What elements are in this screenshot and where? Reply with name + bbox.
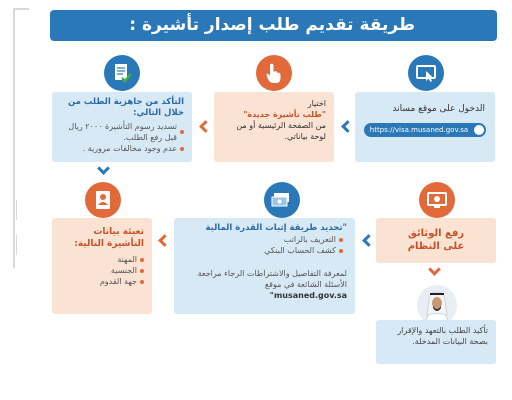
step6-bullet-text: المهنة: [117, 255, 137, 264]
bullet-dot: [339, 249, 343, 253]
document-check-icon: [104, 55, 140, 91]
step6-bullet: [60, 276, 144, 287]
decorative-bracket: [13, 8, 29, 268]
musaned-url-link[interactable]: https://visa.musaned.gov.sa: [364, 123, 484, 137]
step4-card: [376, 218, 496, 263]
step7-card: [376, 320, 496, 364]
step5-bullet-text: التعريف بالراتب: [283, 235, 336, 244]
upload-gear-icon: [419, 182, 455, 218]
bullet-dot: [180, 130, 184, 134]
hand-pointer-icon: [256, 55, 292, 91]
step4-title: رفع الوثائق على النظام: [407, 228, 465, 252]
step2-line4: لوحة بياناتي.: [284, 132, 326, 141]
decorative-tick: [16, 235, 17, 255]
step5-note-url[interactable]: musaned.gov.sa": [269, 291, 347, 300]
step3-bullet-text: تسديد رسوم التأشيرة ٢٠٠٠ ريال قبل رفع الطلب.: [68, 122, 177, 142]
user-card-icon: [85, 182, 121, 218]
step6-bullet: [60, 254, 144, 265]
step3-bullet-text: عدم وجود مخالفات مرورية .: [82, 144, 177, 153]
step6-bullet-text: جهة القدوم: [99, 277, 137, 286]
bullet-dot: [140, 280, 144, 284]
saudi-man-icon: [417, 285, 457, 325]
step2-card: [214, 92, 334, 162]
step2-line1: اختيار: [307, 99, 326, 108]
money-bills-icon: [264, 182, 300, 218]
step6-bullet-text: الجنسية: [110, 266, 137, 275]
arrow-left-icon: [341, 120, 354, 133]
step7-text: تأكيد الطلب بالتعهد والإقرار بصحة البيانات المدخلة.: [397, 326, 488, 346]
step5-bullet: [182, 234, 343, 245]
arrow-down-icon: [97, 162, 110, 175]
step1-text: الدخول على موقع مساند: [392, 104, 485, 114]
step3-bullet: [60, 121, 184, 143]
step5-bullet-text: كشف الحساب البنكي: [264, 246, 336, 255]
bullet-dot: [339, 238, 343, 242]
arrow-down-icon: [428, 263, 441, 276]
step2-highlight: "طلب تأشيرة جديدة": [243, 110, 326, 119]
step6-card: [52, 218, 152, 314]
arrow-left-icon: [362, 234, 375, 247]
arrow-left-icon: [199, 120, 212, 133]
step6-bullet: [60, 265, 144, 276]
bullet-dot: [140, 269, 144, 273]
search-icon: [472, 123, 486, 137]
step3-bullet: [60, 143, 184, 154]
step6-title: تعبئة بيانات التأشيرة التالية:: [74, 227, 144, 249]
bullet-dot: [140, 258, 144, 262]
step2-line3: من الصفحة الرئيسية أو من: [236, 121, 326, 130]
page-title: طريقة تقديم طلب إصدار تأشيرة :: [50, 10, 497, 41]
step5-bullet: [182, 245, 343, 256]
step5-title: "تحديد طريقة إثبات القدرة المالية: [205, 223, 347, 233]
step5-card: [174, 218, 355, 314]
step3-card: [52, 92, 192, 162]
decorative-tick: [16, 200, 17, 220]
bullet-dot: [180, 147, 184, 151]
browser-click-icon: [408, 55, 444, 91]
step3-title: التأكد من جاهزية الطلب من خلال التالي:: [68, 97, 184, 118]
step5-note: لمعرفة التفاصيل والاشتراطات الرجاء مراجعة الأسئلة الشائعة في موقع: [197, 269, 347, 289]
arrow-left-icon: [158, 234, 171, 247]
